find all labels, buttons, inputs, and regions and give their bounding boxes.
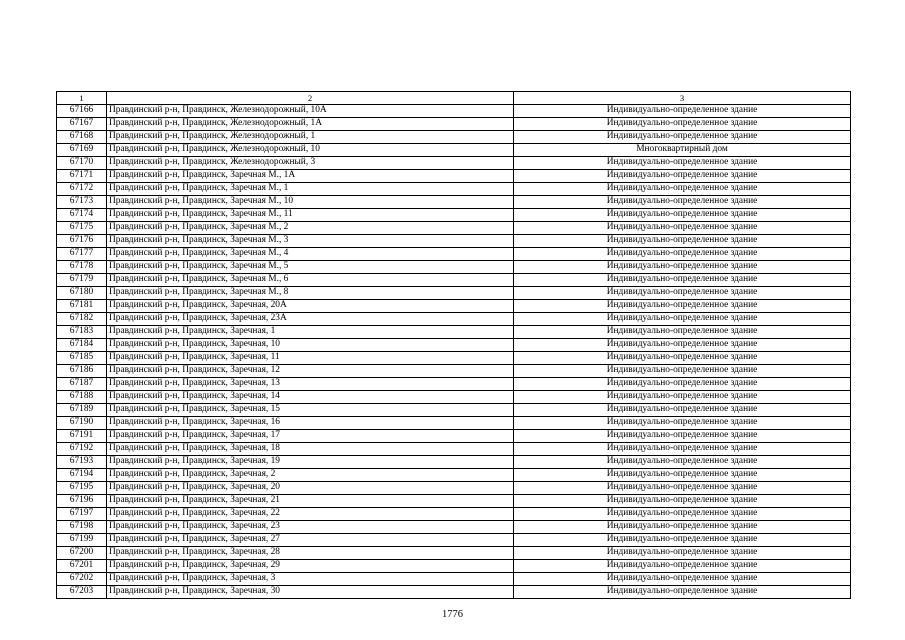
row-number-cell: 67191 xyxy=(57,430,107,443)
address-cell: Правдинский р-н, Правдинск, Заречная, 1 xyxy=(107,326,514,339)
table-row xyxy=(57,443,851,456)
address-cell: Правдинский р-н, Правдинск, Железнодорожный, 10А xyxy=(107,105,514,118)
column-header-object-type: 3 xyxy=(514,92,851,105)
row-number-cell: 67178 xyxy=(57,261,107,274)
object-type-cell: Индивидуально-определенное здание xyxy=(514,508,851,521)
object-type-cell: Индивидуально-определенное здание xyxy=(514,118,851,131)
object-type-cell: Индивидуально-определенное здание xyxy=(514,313,851,326)
object-type-cell: Индивидуально-определенное здание xyxy=(514,404,851,417)
object-type-cell: Индивидуально-определенное здание xyxy=(514,391,851,404)
object-type-cell: Индивидуально-определенное здание xyxy=(514,534,851,547)
address-cell: Правдинский р-н, Правдинск, Заречная, 22 xyxy=(107,508,514,521)
table-row xyxy=(57,573,851,586)
table-header-row xyxy=(57,92,851,105)
object-type-cell: Индивидуально-определенное здание xyxy=(514,560,851,573)
object-type-cell: Индивидуально-определенное здание xyxy=(514,183,851,196)
table-row xyxy=(57,430,851,443)
object-type-cell: Индивидуально-определенное здание xyxy=(514,586,851,599)
table-row xyxy=(57,118,851,131)
address-cell: Правдинский р-н, Правдинск, Заречная М., 10 xyxy=(107,196,514,209)
row-number-cell: 67187 xyxy=(57,378,107,391)
table-row xyxy=(57,326,851,339)
row-number-cell: 67177 xyxy=(57,248,107,261)
table-row xyxy=(57,274,851,287)
address-cell: Правдинский р-н, Правдинск, Заречная, 27 xyxy=(107,534,514,547)
row-number-cell: 67166 xyxy=(57,105,107,118)
object-type-cell: Индивидуально-определенное здание xyxy=(514,235,851,248)
object-type-cell: Индивидуально-определенное здание xyxy=(514,248,851,261)
table-row xyxy=(57,248,851,261)
row-number-cell: 67173 xyxy=(57,196,107,209)
row-number-cell: 67197 xyxy=(57,508,107,521)
address-cell: Правдинский р-н, Правдинск, Заречная, 11 xyxy=(107,352,514,365)
table-row xyxy=(57,300,851,313)
table-row xyxy=(57,482,851,495)
row-number-cell: 67196 xyxy=(57,495,107,508)
table-row xyxy=(57,313,851,326)
table-row xyxy=(57,105,851,118)
address-cell: Правдинский р-н, Правдинск, Железнодорожный, 1А xyxy=(107,118,514,131)
column-header-address: 2 xyxy=(107,92,514,105)
object-type-cell: Индивидуально-определенное здание xyxy=(514,352,851,365)
object-type-cell: Индивидуально-определенное здание xyxy=(514,378,851,391)
row-number-cell: 67174 xyxy=(57,209,107,222)
table-row xyxy=(57,469,851,482)
address-cell: Правдинский р-н, Правдинск, Заречная, 28 xyxy=(107,547,514,560)
table-row xyxy=(57,534,851,547)
object-type-cell: Индивидуально-определенное здание xyxy=(514,456,851,469)
address-cell: Правдинский р-н, Правдинск, Заречная, 18 xyxy=(107,443,514,456)
row-number-cell: 67168 xyxy=(57,131,107,144)
address-cell: Правдинский р-н, Правдинск, Заречная М., 4 xyxy=(107,248,514,261)
table-row xyxy=(57,287,851,300)
row-number-cell: 67167 xyxy=(57,118,107,131)
row-number-cell: 67188 xyxy=(57,391,107,404)
object-type-cell: Индивидуально-определенное здание xyxy=(514,131,851,144)
address-cell: Правдинский р-н, Правдинск, Заречная, 17 xyxy=(107,430,514,443)
address-cell: Правдинский р-н, Правдинск, Заречная, 23 xyxy=(107,521,514,534)
address-cell: Правдинский р-н, Правдинск, Заречная М., 1А xyxy=(107,170,514,183)
row-number-cell: 67182 xyxy=(57,313,107,326)
table-row xyxy=(57,196,851,209)
object-type-cell: Индивидуально-определенное здание xyxy=(514,300,851,313)
table-body xyxy=(57,105,851,599)
row-number-cell: 67190 xyxy=(57,417,107,430)
table-row xyxy=(57,157,851,170)
table-row xyxy=(57,560,851,573)
object-type-cell: Индивидуально-определенное здание xyxy=(514,430,851,443)
object-type-cell: Индивидуально-определенное здание xyxy=(514,339,851,352)
address-cell: Правдинский р-н, Правдинск, Железнодорожный, 1 xyxy=(107,131,514,144)
address-cell: Правдинский р-н, Правдинск, Заречная, 3 xyxy=(107,573,514,586)
table-row xyxy=(57,222,851,235)
address-cell: Правдинский р-н, Правдинск, Железнодорожный, 3 xyxy=(107,157,514,170)
address-cell: Правдинский р-н, Правдинск, Заречная, 15 xyxy=(107,404,514,417)
row-number-cell: 67194 xyxy=(57,469,107,482)
object-type-cell: Индивидуально-определенное здание xyxy=(514,417,851,430)
address-cell: Правдинский р-н, Правдинск, Заречная, 16 xyxy=(107,417,514,430)
address-cell: Правдинский р-н, Правдинск, Железнодорожный, 10 xyxy=(107,144,514,157)
row-number-cell: 67199 xyxy=(57,534,107,547)
table-row xyxy=(57,391,851,404)
address-cell: Правдинский р-н, Правдинск, Заречная, 20 xyxy=(107,482,514,495)
row-number-cell: 67185 xyxy=(57,352,107,365)
address-cell: Правдинский р-н, Правдинск, Заречная, 30 xyxy=(107,586,514,599)
row-number-cell: 67193 xyxy=(57,456,107,469)
row-number-cell: 67171 xyxy=(57,170,107,183)
address-cell: Правдинский р-н, Правдинск, Заречная, 10 xyxy=(107,339,514,352)
table-row xyxy=(57,209,851,222)
object-type-cell: Индивидуально-определенное здание xyxy=(514,365,851,378)
address-cell: Правдинский р-н, Правдинск, Заречная, 20А xyxy=(107,300,514,313)
table-row xyxy=(57,352,851,365)
row-number-cell: 67180 xyxy=(57,287,107,300)
object-type-cell: Индивидуально-определенное здание xyxy=(514,521,851,534)
row-number-cell: 67201 xyxy=(57,560,107,573)
row-number-cell: 67179 xyxy=(57,274,107,287)
address-cell: Правдинский р-н, Правдинск, Заречная, 23А xyxy=(107,313,514,326)
address-cell: Правдинский р-н, Правдинск, Заречная М., 1 xyxy=(107,183,514,196)
address-cell: Правдинский р-н, Правдинск, Заречная М., 3 xyxy=(107,235,514,248)
row-number-cell: 67203 xyxy=(57,586,107,599)
address-cell: Правдинский р-н, Правдинск, Заречная, 2 xyxy=(107,469,514,482)
object-type-cell: Индивидуально-определенное здание xyxy=(514,547,851,560)
row-number-cell: 67169 xyxy=(57,144,107,157)
object-type-cell: Индивидуально-определенное здание xyxy=(514,274,851,287)
object-type-cell: Индивидуально-определенное здание xyxy=(514,261,851,274)
row-number-cell: 67183 xyxy=(57,326,107,339)
table-row xyxy=(57,144,851,157)
address-cell: Правдинский р-н, Правдинск, Заречная М., 6 xyxy=(107,274,514,287)
address-cell: Правдинский р-н, Правдинск, Заречная, 12 xyxy=(107,365,514,378)
table-row xyxy=(57,495,851,508)
row-number-cell: 67200 xyxy=(57,547,107,560)
row-number-cell: 67176 xyxy=(57,235,107,248)
address-cell: Правдинский р-н, Правдинск, Заречная, 19 xyxy=(107,456,514,469)
object-type-cell: Индивидуально-определенное здание xyxy=(514,573,851,586)
column-header-number: 1 xyxy=(57,92,107,105)
object-type-cell: Индивидуально-определенное здание xyxy=(514,157,851,170)
table-row xyxy=(57,508,851,521)
object-type-cell: Индивидуально-определенное здание xyxy=(514,105,851,118)
object-type-cell: Индивидуально-определенное здание xyxy=(514,482,851,495)
row-number-cell: 67202 xyxy=(57,573,107,586)
row-number-cell: 67172 xyxy=(57,183,107,196)
address-cell: Правдинский р-н, Правдинск, Заречная, 21 xyxy=(107,495,514,508)
row-number-cell: 67192 xyxy=(57,443,107,456)
object-type-cell: Индивидуально-определенное здание xyxy=(514,222,851,235)
table-row xyxy=(57,586,851,599)
object-type-cell: Индивидуально-определенное здание xyxy=(514,196,851,209)
object-type-cell: Индивидуально-определенное здание xyxy=(514,287,851,300)
row-number-cell: 67175 xyxy=(57,222,107,235)
row-number-cell: 67186 xyxy=(57,365,107,378)
page-number: 1776 xyxy=(442,609,463,620)
address-cell: Правдинский р-н, Правдинск, Заречная М., 2 xyxy=(107,222,514,235)
address-cell: Правдинский р-н, Правдинск, Заречная М., 11 xyxy=(107,209,514,222)
table-row xyxy=(57,378,851,391)
table-row xyxy=(57,170,851,183)
object-type-cell: Индивидуально-определенное здание xyxy=(514,170,851,183)
row-number-cell: 67184 xyxy=(57,339,107,352)
object-type-cell: Индивидуально-определенное здание xyxy=(514,209,851,222)
row-number-cell: 67170 xyxy=(57,157,107,170)
object-type-cell: Индивидуально-определенное здание xyxy=(514,495,851,508)
table-row xyxy=(57,521,851,534)
registry-table xyxy=(56,91,851,599)
address-cell: Правдинский р-н, Правдинск, Заречная, 14 xyxy=(107,391,514,404)
row-number-cell: 67189 xyxy=(57,404,107,417)
table-row xyxy=(57,235,851,248)
address-cell: Правдинский р-н, Правдинск, Заречная М., 8 xyxy=(107,287,514,300)
address-cell: Правдинский р-н, Правдинск, Заречная, 29 xyxy=(107,560,514,573)
object-type-cell: Индивидуально-определенное здание xyxy=(514,469,851,482)
table-row xyxy=(57,339,851,352)
table-row xyxy=(57,417,851,430)
table-row xyxy=(57,547,851,560)
table-row xyxy=(57,456,851,469)
address-cell: Правдинский р-н, Правдинск, Заречная, 13 xyxy=(107,378,514,391)
table-row xyxy=(57,131,851,144)
table-row xyxy=(57,183,851,196)
table-row xyxy=(57,404,851,417)
table-row xyxy=(57,365,851,378)
table-row xyxy=(57,261,851,274)
address-cell: Правдинский р-н, Правдинск, Заречная М., 5 xyxy=(107,261,514,274)
row-number-cell: 67195 xyxy=(57,482,107,495)
row-number-cell: 67181 xyxy=(57,300,107,313)
object-type-cell: Индивидуально-определенное здание xyxy=(514,443,851,456)
row-number-cell: 67198 xyxy=(57,521,107,534)
object-type-cell: Многоквартирный дом xyxy=(514,144,851,157)
object-type-cell: Индивидуально-определенное здание xyxy=(514,326,851,339)
